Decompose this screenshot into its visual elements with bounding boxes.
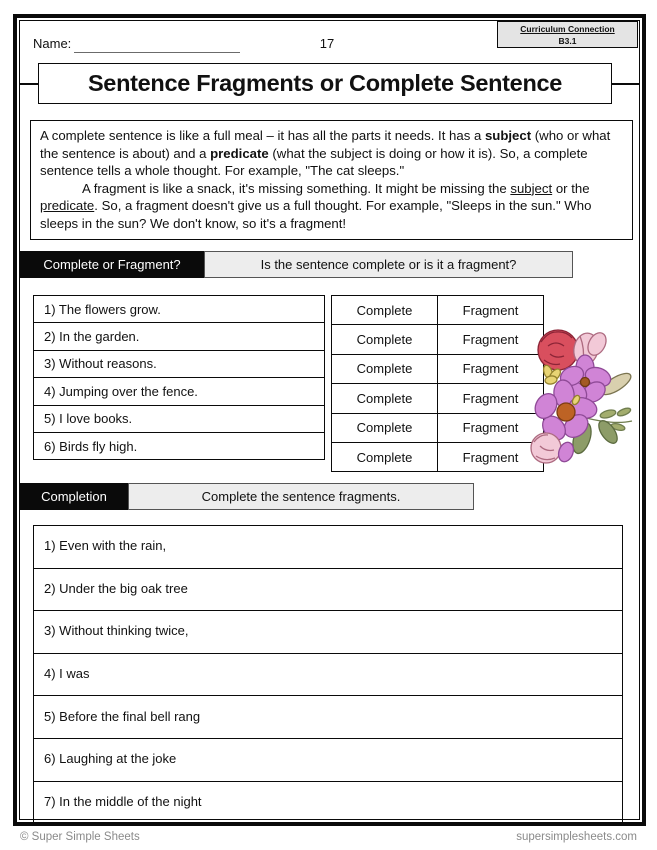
table-row <box>34 696 623 739</box>
completion-row[interactable]: 5) Before the final bell rang <box>34 696 623 739</box>
table-row <box>34 568 623 611</box>
choice-row <box>332 384 544 413</box>
table-row <box>34 781 623 824</box>
table-row <box>34 653 623 696</box>
choice-cell-fragment[interactable]: Fragment <box>438 384 544 413</box>
worksheet-title: Sentence Fragments or Complete Sentence <box>38 63 612 104</box>
curriculum-connection-code: B3.1 <box>558 35 577 46</box>
completion-row[interactable]: 6) Laughing at the joke <box>34 738 623 781</box>
sentence-cell: 3) Without reasons. <box>34 350 325 377</box>
choice-row <box>332 325 544 354</box>
section2-instruction: Complete the sentence fragments. <box>128 483 474 510</box>
intro-paragraph: A fragment is like a snack, it's missing something. It might be missing the subject or the predicate. So, a fragment doesn't give us a full thought. For example, "Sleeps in the sun." Who sleeps in the sun? We don't know, so it's a fragment! <box>40 180 592 231</box>
choice-cell-complete[interactable]: Complete <box>332 354 438 383</box>
choice-cell-fragment[interactable]: Fragment <box>438 325 544 354</box>
choice-cell-fragment[interactable]: Fragment <box>438 354 544 383</box>
page-number: 17 <box>319 36 335 51</box>
table-row <box>34 296 325 323</box>
choice-cell-fragment[interactable]: Fragment <box>438 442 544 471</box>
curriculum-connection-badge <box>497 21 638 48</box>
choice-row <box>332 354 544 383</box>
section1-instruction: Is the sentence complete or is it a fragment? <box>204 251 573 278</box>
choice-cell-complete[interactable]: Complete <box>332 296 438 325</box>
name-label: Name: <box>33 36 72 51</box>
completion-row[interactable]: 2) Under the big oak tree <box>34 568 623 611</box>
choice-row <box>332 442 544 471</box>
completion-row[interactable]: 7) In the middle of the night <box>34 781 623 824</box>
section1-label: Complete or Fragment? <box>20 251 204 278</box>
choice-row <box>332 296 544 325</box>
choice-cell-complete[interactable]: Complete <box>332 384 438 413</box>
table-row <box>34 432 325 459</box>
sentence-cell: 4) Jumping over the fence. <box>34 378 325 405</box>
table-row <box>34 350 325 377</box>
choice-table <box>331 295 544 472</box>
sentence-cell: 5) I love books. <box>34 405 325 432</box>
sentence-cell: 2) In the garden. <box>34 323 325 350</box>
completion-row[interactable]: 3) Without thinking twice, <box>34 611 623 654</box>
name-input-line[interactable] <box>74 36 240 53</box>
sentence-table <box>33 295 325 460</box>
completion-row[interactable]: 4) I was <box>34 653 623 696</box>
table-row <box>34 323 325 350</box>
choice-cell-fragment[interactable]: Fragment <box>438 413 544 442</box>
table-row <box>34 611 623 654</box>
footer-website: supersimplesheets.com <box>516 831 637 843</box>
table-row <box>34 378 325 405</box>
intro-paragraph: A complete sentence is like a full meal – it has all the parts it needs. It has a subject (who or what the sentence is about) and a predicate (what the subject is doing or how it is). So, a complete sentence tells a whole thought. For example, "The cat sleeps." <box>40 128 611 179</box>
choice-cell-fragment[interactable]: Fragment <box>438 296 544 325</box>
table-row <box>34 405 325 432</box>
choice-row <box>332 413 544 442</box>
choice-cell-complete[interactable]: Complete <box>332 325 438 354</box>
choice-cell-complete[interactable]: Complete <box>332 413 438 442</box>
completion-row[interactable]: 1) Even with the rain, <box>34 526 623 569</box>
sentence-cell: 6) Birds fly high. <box>34 432 325 459</box>
curriculum-connection-title: Curriculum Connection <box>520 24 615 34</box>
choice-cell-complete[interactable]: Complete <box>332 442 438 471</box>
table-row <box>34 526 623 569</box>
table-row <box>34 738 623 781</box>
completion-table <box>33 525 623 824</box>
sentence-cell: 1) The flowers grow. <box>34 296 325 323</box>
intro-text <box>30 120 633 240</box>
footer-copyright: © Super Simple Sheets <box>20 831 140 843</box>
section2-label: Completion <box>20 483 128 510</box>
flower-illustration <box>528 322 640 474</box>
